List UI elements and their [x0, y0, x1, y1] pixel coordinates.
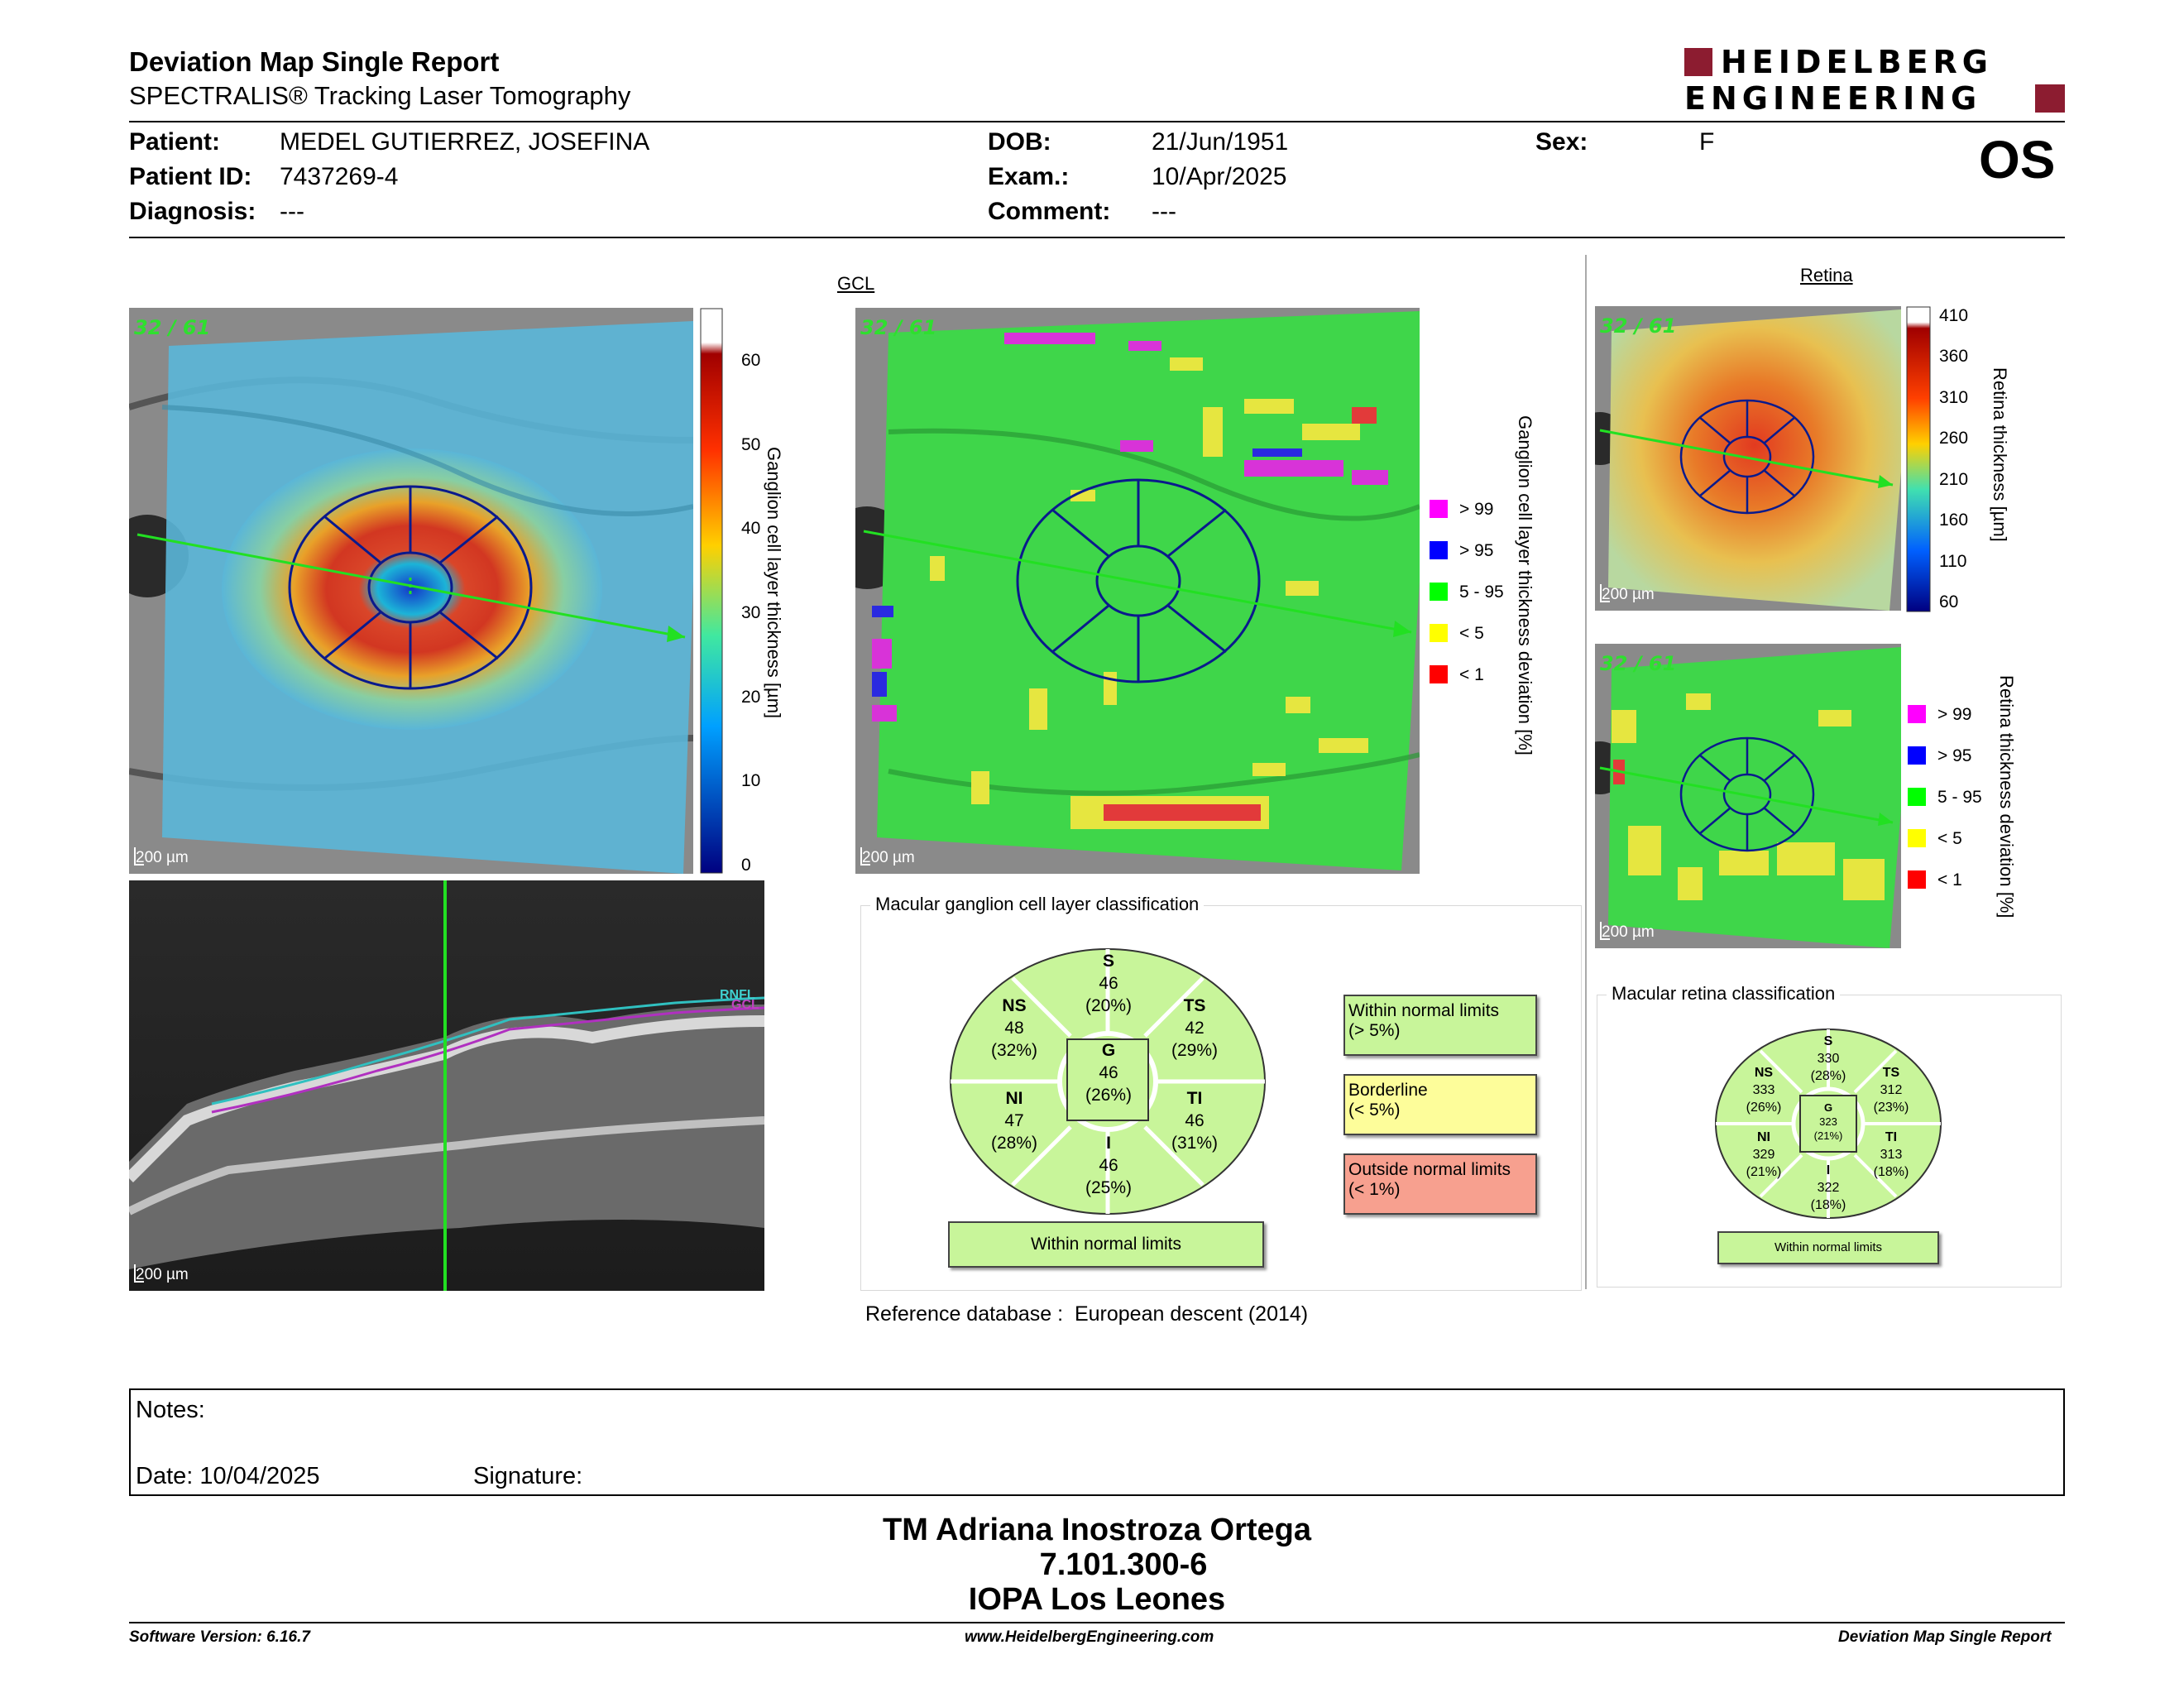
- deviation-legend-item: < 1: [1430, 665, 1484, 685]
- colorbar-tick: 0: [741, 856, 751, 875]
- deviation-legend-item: > 95: [1908, 746, 1971, 766]
- retina-sector-g: G 323 (21%): [1813, 1101, 1843, 1142]
- notes-box[interactable]: [129, 1388, 2065, 1496]
- report-title: Deviation Map Single Report: [129, 46, 500, 77]
- diagnosis-label: Diagnosis:: [129, 198, 256, 225]
- deviation-legend-item: < 5: [1908, 829, 1962, 849]
- gcl-deviation-scale: 200 µm: [862, 849, 915, 866]
- patient-id-label: Patient ID:: [129, 163, 252, 190]
- colorbar-tick: 60: [741, 351, 761, 370]
- colorbar-tick: 260: [1939, 429, 1969, 448]
- comment-value: ---: [1152, 198, 1176, 225]
- gcl-thickness-count: 32 / 61: [134, 316, 211, 339]
- retina-classification-title: Macular retina classification: [1607, 983, 1840, 1005]
- footer-software-version: Software Version: 6.16.7: [129, 1628, 310, 1646]
- bscan-position-line: [443, 880, 447, 1291]
- colorbar-tick: 360: [1939, 347, 1969, 367]
- footer-operator-id: 7.101.300-6: [1039, 1547, 1208, 1582]
- gcl-deviation-count: 32 / 61: [860, 316, 937, 339]
- colorbar-tick: 10: [741, 771, 761, 791]
- gcl-thickness-scale: 200 µm: [136, 849, 189, 866]
- gcl-panel-title: GCL: [837, 273, 875, 294]
- dob-label: DOB:: [988, 128, 1051, 156]
- deviation-legend-item: > 95: [1430, 541, 1493, 561]
- bscan-gcl-label: GCL: [731, 998, 759, 1012]
- gcl-deviation-label: Ganglion cell layer thickness deviation [%]: [1515, 415, 1535, 755]
- notes-label: Notes:: [136, 1397, 205, 1423]
- logo-line-1: HEIDELBERG: [1721, 44, 1993, 80]
- notes-signature-label: Signature:: [473, 1463, 583, 1489]
- colorbar-tick: 210: [1939, 469, 1969, 489]
- gcl-legend-outside: Outside normal limits (< 1%): [1343, 1153, 1537, 1215]
- gcl-thickness-colorbar: [700, 308, 723, 874]
- patient-label: Patient:: [129, 128, 221, 156]
- colorbar-tick: 60: [1939, 592, 1959, 611]
- colorbar-tick: 20: [741, 687, 761, 707]
- gcl-classification-result: Within normal limits: [948, 1221, 1264, 1268]
- colorbar-tick: 310: [1939, 387, 1969, 407]
- colorbar-tick: 110: [1939, 551, 1967, 571]
- oct-bscan: [129, 880, 764, 1291]
- retina-thickness-colorbar-label: Retina thickness [µm]: [1990, 367, 2010, 542]
- retina-thickness-colorbar: [1906, 306, 1931, 612]
- gcl-legend-within: Within normal limits (> 5%): [1343, 995, 1537, 1056]
- exam-value: 10/Apr/2025: [1152, 163, 1287, 190]
- colorbar-tick: 30: [741, 603, 761, 622]
- gcl-sector-ns: NS 48 (32%): [990, 996, 1038, 1060]
- gcl-deviation-map: [855, 308, 1420, 874]
- bscan-rnfl-label: RNFL: [720, 988, 755, 1002]
- gcl-legend-borderline: Borderline (< 5%): [1343, 1074, 1537, 1135]
- retina-deviation-map: [1595, 644, 1901, 948]
- logo-line-2: ENGINEERING: [1684, 80, 1982, 117]
- diagnosis-value: ---: [280, 198, 304, 225]
- deviation-legend-item: > 99: [1430, 500, 1493, 520]
- gcl-sector-ts: TS 42 (29%): [1171, 996, 1219, 1060]
- retina-deviation-scale: 200 µm: [1602, 923, 1655, 941]
- comment-label: Comment:: [988, 198, 1111, 225]
- retina-deviation-count: 32 / 61: [1600, 652, 1677, 675]
- footer-institution: IOPA Los Leones: [968, 1582, 1226, 1617]
- sex-label: Sex:: [1535, 128, 1588, 156]
- retina-sector-ns: NS 333 (26%): [1746, 1066, 1782, 1115]
- colorbar-tick: 40: [741, 519, 761, 539]
- retina-classification-result: Within normal limits: [1717, 1231, 1939, 1264]
- colorbar-tick: 410: [1939, 306, 1969, 325]
- retina-sector-ts: TS 312 (23%): [1873, 1066, 1909, 1115]
- dob-value: 21/Jun/1951: [1152, 128, 1289, 156]
- deviation-legend-item: 5 - 95: [1430, 583, 1504, 602]
- retina-sector-s: S 330 (28%): [1810, 1034, 1846, 1083]
- retina-sector-ti: TI 313 (18%): [1873, 1130, 1909, 1179]
- colorbar-tick: 160: [1939, 511, 1969, 530]
- bscan-scale: 200 µm: [136, 1266, 189, 1283]
- report-subtitle: SPECTRALIS® Tracking Laser Tomography: [129, 81, 631, 110]
- retina-thickness-count: 32 / 61: [1600, 314, 1677, 338]
- notes-date: Date: 10/04/2025: [136, 1463, 320, 1489]
- deviation-legend-item: < 1: [1908, 870, 1962, 890]
- gcl-sector-g: G 46 (26%): [1085, 1041, 1133, 1105]
- retina-thickness-scale: 200 µm: [1602, 586, 1655, 603]
- deviation-legend-item: 5 - 95: [1908, 788, 1982, 808]
- heidelberg-logo: [1684, 45, 2065, 116]
- footer-operator-name: TM Adriana Inostroza Ortega: [883, 1513, 1311, 1547]
- deviation-legend-item: < 5: [1430, 624, 1484, 644]
- patient-id: 7437269-4: [280, 163, 399, 190]
- retina-thickness-map: [1595, 306, 1901, 611]
- footer-report-name: Deviation Map Single Report: [1838, 1628, 2052, 1646]
- gcl-thickness-colorbar-label: Ganglion cell layer thickness [µm]: [764, 447, 784, 719]
- patient-name: MEDEL GUTIERREZ, JOSEFINA: [280, 128, 650, 156]
- gcl-sector-i: I 46 (25%): [1085, 1134, 1133, 1197]
- exam-label: Exam.:: [988, 163, 1070, 190]
- gcl-thickness-map: [129, 308, 693, 874]
- retina-deviation-label: Retina thickness deviation [%]: [1996, 675, 2017, 918]
- retina-panel-title: Retina: [1800, 265, 1853, 285]
- reference-database: Reference database : European descent (2014): [865, 1302, 1309, 1326]
- retina-sector-ni: NI 329 (21%): [1746, 1130, 1782, 1179]
- footer-website[interactable]: www.HeidelbergEngineering.com: [965, 1628, 1214, 1646]
- retina-sector-i: I 322 (18%): [1810, 1163, 1846, 1212]
- gcl-sector-s: S 46 (20%): [1085, 952, 1133, 1015]
- deviation-legend-item: > 99: [1908, 705, 1971, 725]
- eye-indicator: OS: [1979, 130, 2056, 189]
- colorbar-tick: 50: [741, 434, 761, 454]
- gcl-sector-ni: NI 47 (28%): [990, 1089, 1038, 1153]
- sex-value: F: [1699, 128, 1715, 156]
- gcl-classification-title: Macular ganglion cell layer classification: [870, 894, 1204, 915]
- gcl-sector-ti: TI 46 (31%): [1171, 1089, 1219, 1153]
